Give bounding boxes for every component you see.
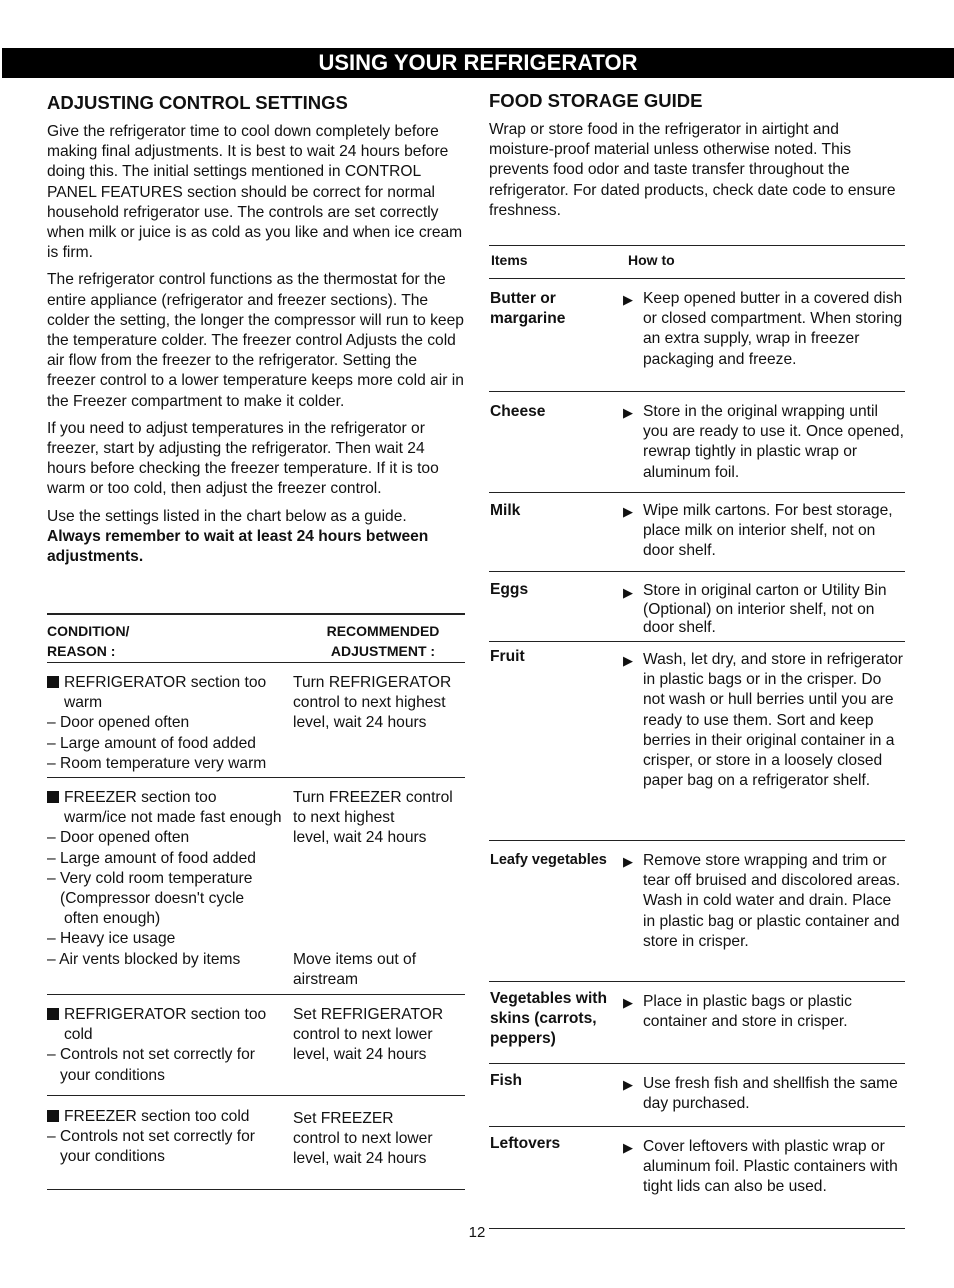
page-banner: USING YOUR REFRIGERATOR (2, 48, 954, 78)
adjustment-header (319, 621, 447, 661)
food-row (489, 392, 905, 493)
arrow-right-icon: ▶ (623, 1077, 633, 1092)
how-to-header: How to (628, 252, 675, 268)
food-how-to: Place in plastic bags or plastic container and store in crisper. (643, 993, 852, 1030)
adjusting-heading: ADJUSTING CONTROL SETTINGS (47, 92, 348, 113)
condition-title (47, 1005, 293, 1025)
condition-title (47, 788, 293, 808)
condition-header-line1: CONDITION/ (47, 623, 130, 639)
reason-line: – Large amount of food added (47, 734, 256, 752)
arrow-right-icon: ▶ (623, 653, 633, 668)
adjusting-p4 (47, 507, 467, 568)
adjusting-p2: The refrigerator control functions as the thermostat for the entire appliance (refrigerator and freezer sections). The colder the setting, the longer the compressor will run to keep the temperature colder. The freezer control Adjusts the cold air flow from the freezer to the refrigerator. Setting the freezer control to a lower temperature keeps more cold air in the Freezer compartment to make it colder. (47, 271, 464, 410)
adjustment-line: Set FREEZER (293, 1110, 394, 1127)
condition-title-cont: warm/ice not made fast enough (64, 809, 282, 827)
food-row (489, 1127, 905, 1229)
adjusting-section (47, 92, 467, 567)
food-row (489, 1064, 905, 1127)
adjusting-p3: If you need to adjust temperatures in the refrigerator or freezer, start by adjusting the refrigerator. Then wait 24 hours before checking the freezer temperature. If it is too warm or too cold, then adjust the freezer control. (47, 419, 439, 498)
food-item: Fish (490, 1072, 523, 1089)
adjustment-line: Turn REFRIGERATOR (293, 674, 452, 691)
arrow-right-icon: ▶ (623, 292, 633, 307)
food-row (489, 642, 905, 841)
food-how-to: Use fresh fish and shellfish the same day purchased. (643, 1075, 898, 1113)
food-row (489, 572, 905, 642)
adjustment-line: level, wait 24 hours (293, 714, 427, 732)
condition-row (47, 663, 465, 778)
reason-line: – Controls not set correctly for (47, 1046, 255, 1064)
condition-title-cont: warm (64, 694, 103, 712)
adjustment-line: level, wait 24 hours (293, 1150, 427, 1168)
reason-line: your conditions (60, 1066, 165, 1084)
food-storage-intro: Wrap or store food in the refrigerator in airtight and moisture-proof material unless otherwise noted. This prevents food odor and taste transfer throughout the refrigerator. For dated products, check date code to ensure freshness. (489, 121, 896, 219)
arrow-right-icon: ▶ (623, 504, 633, 519)
food-item: Eggs (490, 581, 529, 598)
adjustment-line: control to next lower (293, 1026, 433, 1044)
food-how-to: Remove store wrapping and trim or tear off bruised and discolored areas. Wash in cold water and drain. Place in plastic bag or plastic container and store in crisper. (643, 852, 901, 950)
condition-title (47, 673, 293, 693)
arrow-right-icon: ▶ (623, 585, 633, 600)
food-storage-table (489, 245, 905, 1229)
adjustment-header-line1: RECOMMENDED (326, 623, 440, 639)
adjustment-line: control to next lower (293, 1130, 433, 1148)
condition-table-header (47, 613, 465, 663)
condition-header-line2: REASON : (47, 643, 116, 659)
food-row (489, 493, 905, 572)
reason-line: – Controls not set correctly for (47, 1128, 255, 1146)
condition-title-cont: cold (64, 1026, 93, 1044)
reason-line: (Compressor doesn't cycle (60, 890, 245, 908)
square-bullet-icon (47, 676, 59, 688)
reason-line: your conditions (60, 1148, 165, 1166)
arrow-right-icon: ▶ (623, 854, 633, 869)
food-item: Vegetables with skins (carrots, peppers) (490, 990, 607, 1048)
adjustment-line: Turn FREEZER control (293, 789, 453, 806)
food-row (489, 279, 905, 392)
reason-line: – Very cold room temperature (47, 869, 253, 887)
condition-header (47, 621, 129, 661)
condition-title-text: REFRIGERATOR section too (64, 674, 267, 691)
condition-row (47, 1096, 465, 1190)
food-item: Leftovers (490, 1135, 561, 1152)
reason-line: often enough) (64, 910, 161, 928)
adjustment-line: airstream (293, 971, 358, 989)
square-bullet-icon (47, 1008, 59, 1020)
condition-title (47, 1107, 293, 1127)
adjustment-header-line2: ADJUSTMENT : (330, 643, 436, 659)
reason-line: – Door opened often (47, 829, 190, 847)
food-storage-heading: FOOD STORAGE GUIDE (489, 90, 703, 111)
adjusting-p4-bold: Always remember to wait at least 24 hours between adjustments. (47, 527, 429, 566)
reason-line: – Room temperature very warm (47, 754, 267, 772)
food-item: Leafy vegetables (490, 852, 607, 868)
food-table-header (489, 245, 905, 279)
food-row (489, 841, 905, 982)
food-how-to: Wash, let dry, and store in refrigerator in plastic bags or in the crisper. Do not wash or hull berries until you are ready to use them. Sort and keep berries in their original container in a crisper, or store in a loosely closed paper bag on a refrigerator shelf. (643, 651, 903, 790)
food-item: Milk (490, 502, 521, 519)
food-how-to: Store in original carton or Utility Bin (Optional) on interior shelf, not on door shelf. (643, 582, 887, 636)
reason-line: – Door opened often (47, 714, 190, 732)
adjustment-line: control to next highest (293, 694, 446, 712)
condition-title-text: FREEZER section too (64, 789, 217, 806)
adjusting-p1: Give the refrigerator time to cool down completely before making final adjustments. It is best to wait 24 hours before doing this. The initial settings mentioned in CONTROL PANEL FEATURES section should be correct for normal household refrigerator use. The controls are set correctly when milk or juice is as cold as you like and when ice cream is firm. (47, 123, 463, 262)
condition-row (47, 995, 465, 1096)
food-how-to: Keep opened butter in a covered dish or closed compartment. When storing an extra supply, wrap in freezer packaging and freeze. (643, 290, 903, 368)
reason-line: – Large amount of food added (47, 849, 256, 867)
page-number: 12 (468, 1224, 486, 1241)
food-item: Cheese (490, 403, 546, 420)
arrow-right-icon: ▶ (623, 1140, 633, 1155)
food-storage-section (489, 90, 906, 228)
adjustment-line: Set REFRIGERATOR (293, 1006, 444, 1023)
condition-table (47, 613, 465, 1190)
adjustment-line: to next highest (293, 809, 395, 827)
food-item: Fruit (490, 648, 525, 665)
square-bullet-icon (47, 791, 59, 803)
arrow-right-icon: ▶ (623, 405, 633, 420)
condition-row (47, 778, 465, 995)
square-bullet-icon (47, 1110, 59, 1122)
food-row (489, 982, 905, 1064)
reason-line: – Air vents blocked by items (47, 950, 241, 968)
adjustment-line: level, wait 24 hours (293, 829, 427, 847)
food-item: Butter or margarine (490, 290, 566, 328)
adjusting-p4-text: Use the settings listed in the chart below as a guide. (47, 507, 407, 525)
food-how-to: Wipe milk cartons. For best storage, place milk on interior shelf, not on door shelf. (643, 502, 893, 560)
reason-line: – Heavy ice usage (47, 930, 176, 948)
food-how-to: Cover leftovers with plastic wrap or aluminum foil. Plastic containers with tight lids can also be used. (643, 1138, 898, 1196)
arrow-right-icon: ▶ (623, 995, 633, 1010)
adjustment-line: level, wait 24 hours (293, 1046, 427, 1064)
items-header: Items (491, 252, 528, 268)
adjustment-line: Move items out of (293, 951, 417, 968)
condition-title-text: REFRIGERATOR section too (64, 1006, 267, 1023)
condition-title-text: FREEZER section too cold (64, 1108, 250, 1125)
food-how-to: Store in the original wrapping until you are ready to use it. Once opened, rewrap tightly in plastic wrap or aluminum foil. (643, 403, 904, 481)
